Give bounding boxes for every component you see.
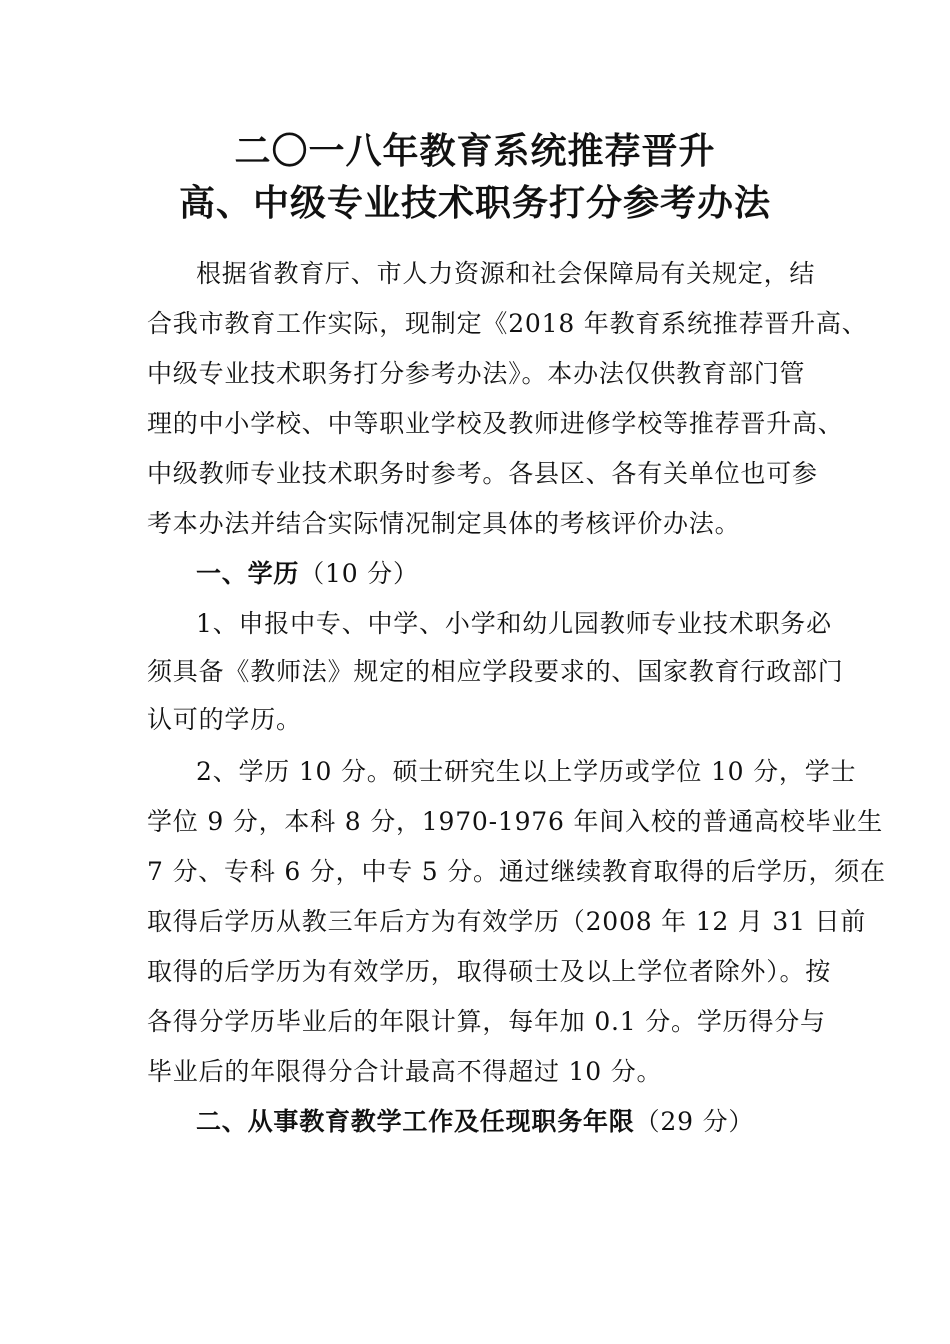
intro-line: 理的中小学校、中等职业学校及教师进修学校等推荐晋升高、: [147, 409, 844, 438]
item2-line: 2、学历 10 分。硕士研究生以上学历或学位 10 分，学士: [196, 757, 857, 786]
intro-line: 根据省教育厅、市人力资源和社会保障局有关规定，结: [196, 259, 816, 288]
item2-line: 取得的后学历为有效学历，取得硕士及以上学位者除外）。按: [147, 957, 832, 986]
intro-line: 中级专业技术职务打分参考办法》。本办法仅供教育部门管: [147, 359, 806, 388]
item2-line: 毕业后的年限得分合计最高不得超过 10 分。: [147, 1057, 663, 1086]
section-heading-education: [196, 552, 827, 596]
document-title-line-1: 二〇一八年教育系统推荐晋升: [234, 131, 716, 172]
section-title: 一、学历: [196, 559, 300, 588]
intro-line: 中级教师专业技术职务时参考。各县区、各有关单位也可参: [147, 459, 818, 488]
section-points: （10 分）: [299, 559, 419, 588]
item1-line: 认可的学历。: [147, 705, 302, 734]
section-heading-teaching-years: [196, 1100, 827, 1144]
document-title-line-2: 高、中级专业技术职务打分参考办法: [178, 183, 771, 224]
section-points: （29 分）: [634, 1107, 755, 1136]
item1-line: 须具备《教师法》规定的相应学段要求的、国家教育行政部门: [147, 657, 844, 686]
item2-line: 学位 9 分，本科 8 分，1970-1976 年间入校的普通高校毕业生: [147, 807, 884, 836]
item2-line: 取得后学历从教三年后方为有效学历（2008 年 12 月 31 日前: [147, 907, 867, 936]
intro-line: 合我市教育工作实际，现制定《2018 年教育系统推荐晋升高、: [147, 309, 868, 338]
intro-line: 考本办法并结合实际情况制定具体的考核评价办法。: [147, 509, 741, 538]
item1-line: 1、申报中专、中学、小学和幼儿园教师专业技术职务必: [196, 609, 832, 638]
item2-line: 7 分、专科 6 分，中专 5 分。通过继续教育取得的后学历，须在: [147, 857, 886, 886]
section-title: 二、从事教育教学工作及任现职务年限: [196, 1107, 635, 1136]
item2-line: 各得分学历毕业后的年限计算，每年加 0.1 分。学历得分与: [147, 1007, 826, 1036]
